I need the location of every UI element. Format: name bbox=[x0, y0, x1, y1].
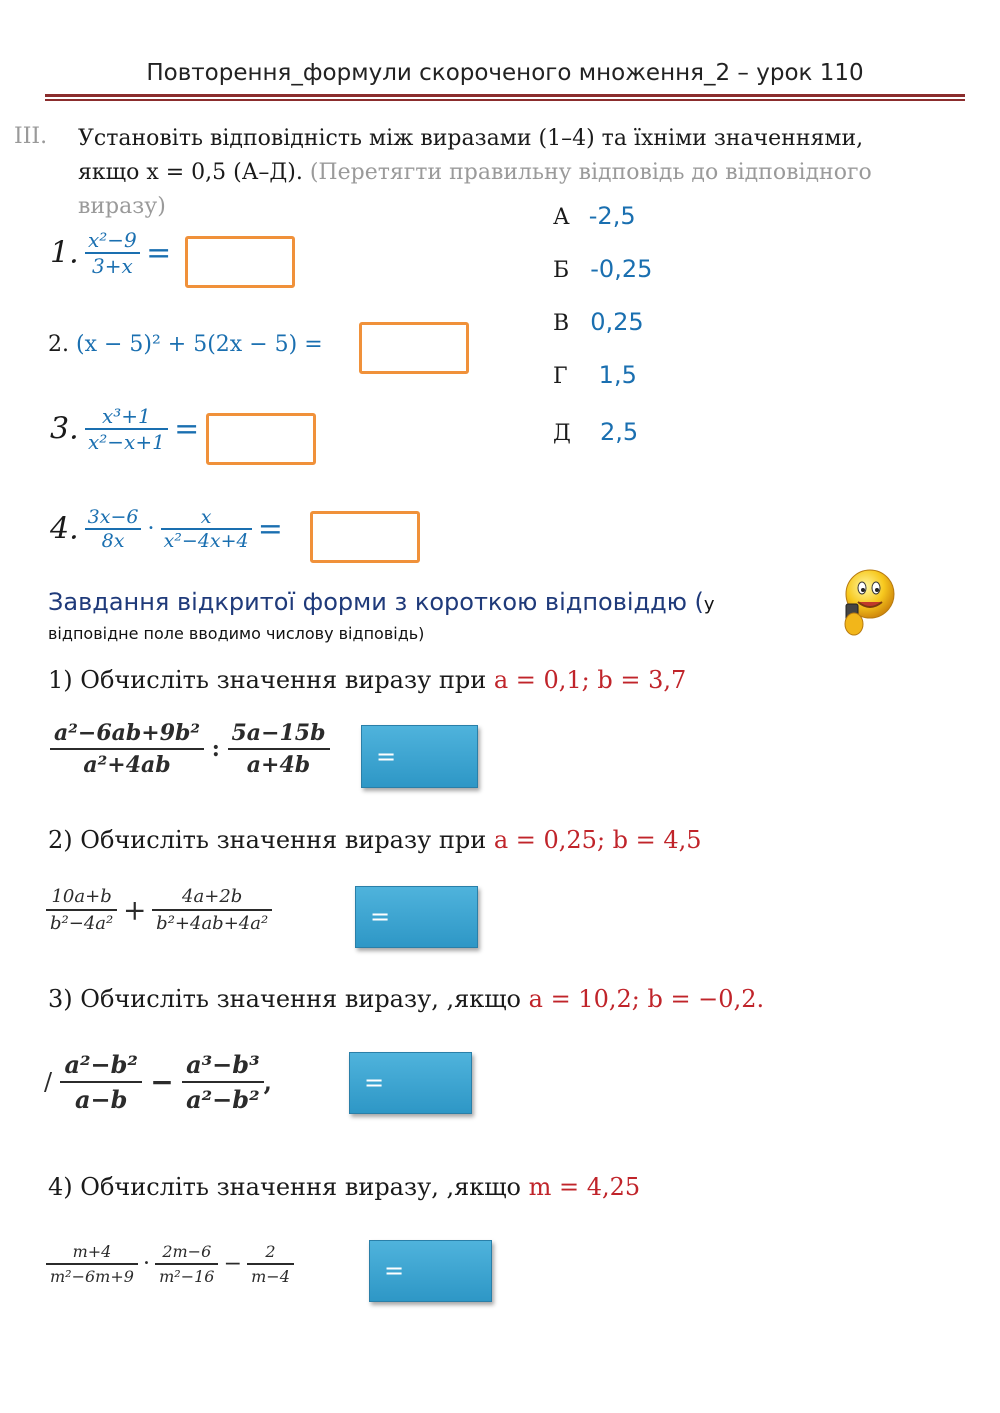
task-instructions bbox=[78, 122, 958, 224]
instruction-line-2 bbox=[78, 156, 958, 190]
question-3: 3) Обчисліть значення виразу, ,якщо a = 10,2; b = −0,2. bbox=[48, 985, 765, 1013]
expression: (x − 5)² + 5(2x − 5) = bbox=[76, 332, 323, 357]
section-number: III. bbox=[14, 124, 48, 149]
section-title: Завдання відкритої форми з короткою відповіддю (у bbox=[48, 588, 715, 616]
expression-2: $\frac{10a+b}{\text{b²−4a²}}$ + $\frac{4a+2b}{\text{b²+4ab+4a²}}$ bbox=[46, 886, 272, 934]
question-2: 2) Обчисліть значення виразу при a = 0,25; b = 4,5 bbox=[48, 826, 702, 854]
section-subtitle: відповідне поле вводимо числову відповідь) bbox=[48, 624, 425, 643]
matching-item-4: 4. $\frac{3x-6}{8x}$ · $\frac{x}{\text{x²−4x+4}}$ = bbox=[50, 506, 283, 552]
item-number: 3. bbox=[50, 411, 79, 447]
matching-item-2 bbox=[48, 332, 323, 357]
fraction-1: $\frac{3x-6}{8x}$ bbox=[85, 506, 142, 552]
fraction-2: $\frac{x}{\text{x²−4x+4}}$ bbox=[161, 506, 252, 552]
item-number: 4. bbox=[50, 511, 79, 547]
header-divider bbox=[45, 94, 965, 97]
answer-option-b[interactable]: Б -0,25 bbox=[553, 255, 653, 283]
question-condition: a = 0,25; b = 4,5 bbox=[493, 826, 702, 854]
expression-4: $\frac{m+4}{\text{m²−6m+9}}$ · $\frac{2m-6}{\text{m²−16}}$ − $\frac{2}{m-4}$ bbox=[46, 1242, 294, 1286]
answer-drop-zone-2[interactable] bbox=[359, 322, 469, 374]
expression-3: / $\frac{\text{a²−b²}}{a-b}$ − $\frac{\text{a³−b³}}{\text{a²−b²}}$ , bbox=[44, 1050, 272, 1114]
answer-option-v[interactable]: В 0,25 bbox=[553, 308, 644, 336]
answer-drop-zone-3[interactable] bbox=[206, 413, 316, 465]
answer-input-3[interactable]: = bbox=[349, 1052, 472, 1114]
smiley-phone-icon bbox=[838, 566, 898, 642]
answer-drop-zone-1[interactable] bbox=[185, 236, 295, 288]
item-number: 2. bbox=[48, 332, 69, 357]
matching-item-1: 1. $\frac{\text{x²−9}}{3+x}$ = bbox=[50, 228, 172, 278]
instruction-line-1: Установіть відповідність між виразами (1–4) та їхніми значеннями, bbox=[78, 126, 864, 151]
matching-item-3: 3. $\frac{\text{x³+1}}{\text{x²−x+1}}$ = bbox=[50, 404, 200, 454]
question-condition: a = 0,1; b = 3,7 bbox=[493, 666, 687, 694]
header-divider-thin bbox=[45, 99, 965, 101]
answer-option-g[interactable]: Г 1,5 bbox=[553, 361, 637, 389]
item-number: 1. bbox=[50, 235, 79, 271]
answer-drop-zone-4[interactable] bbox=[310, 511, 420, 563]
answer-input-4[interactable]: = bbox=[369, 1240, 492, 1302]
question-condition: a = 10,2; b = −0,2. bbox=[528, 985, 765, 1013]
answer-option-a[interactable]: А -2,5 bbox=[553, 202, 636, 230]
expression-1: $\frac{\text{a²−6ab+9b²}}{\text{a²+4ab}}$ : $\frac{5a-15b}{a+4b}$ bbox=[50, 720, 330, 778]
answer-input-2[interactable]: = bbox=[355, 886, 478, 948]
instruction-condition: якщо х = 0,5 (А–Д). bbox=[78, 160, 303, 185]
fraction: $\frac{\text{x²−9}}{3+x}$ bbox=[85, 228, 140, 278]
question-condition: m = 4,25 bbox=[528, 1173, 641, 1201]
answer-input-1[interactable]: = bbox=[361, 725, 478, 788]
answer-option-d[interactable]: Д 2,5 bbox=[553, 418, 639, 446]
instruction-hint: (Перетягти правильну відповідь до відповідного bbox=[302, 160, 872, 185]
page-title: Повторення_формули скороченого множення_2 – урок 110 bbox=[146, 60, 864, 86]
instruction-line-3: виразу) bbox=[78, 194, 166, 219]
question-1: 1) Обчисліть значення виразу при a = 0,1; b = 3,7 bbox=[48, 666, 687, 694]
question-4: 4) Обчисліть значення виразу, ,якщо m = 4,25 bbox=[48, 1173, 641, 1201]
fraction: $\frac{\text{x³+1}}{\text{x²−x+1}}$ bbox=[85, 404, 168, 454]
